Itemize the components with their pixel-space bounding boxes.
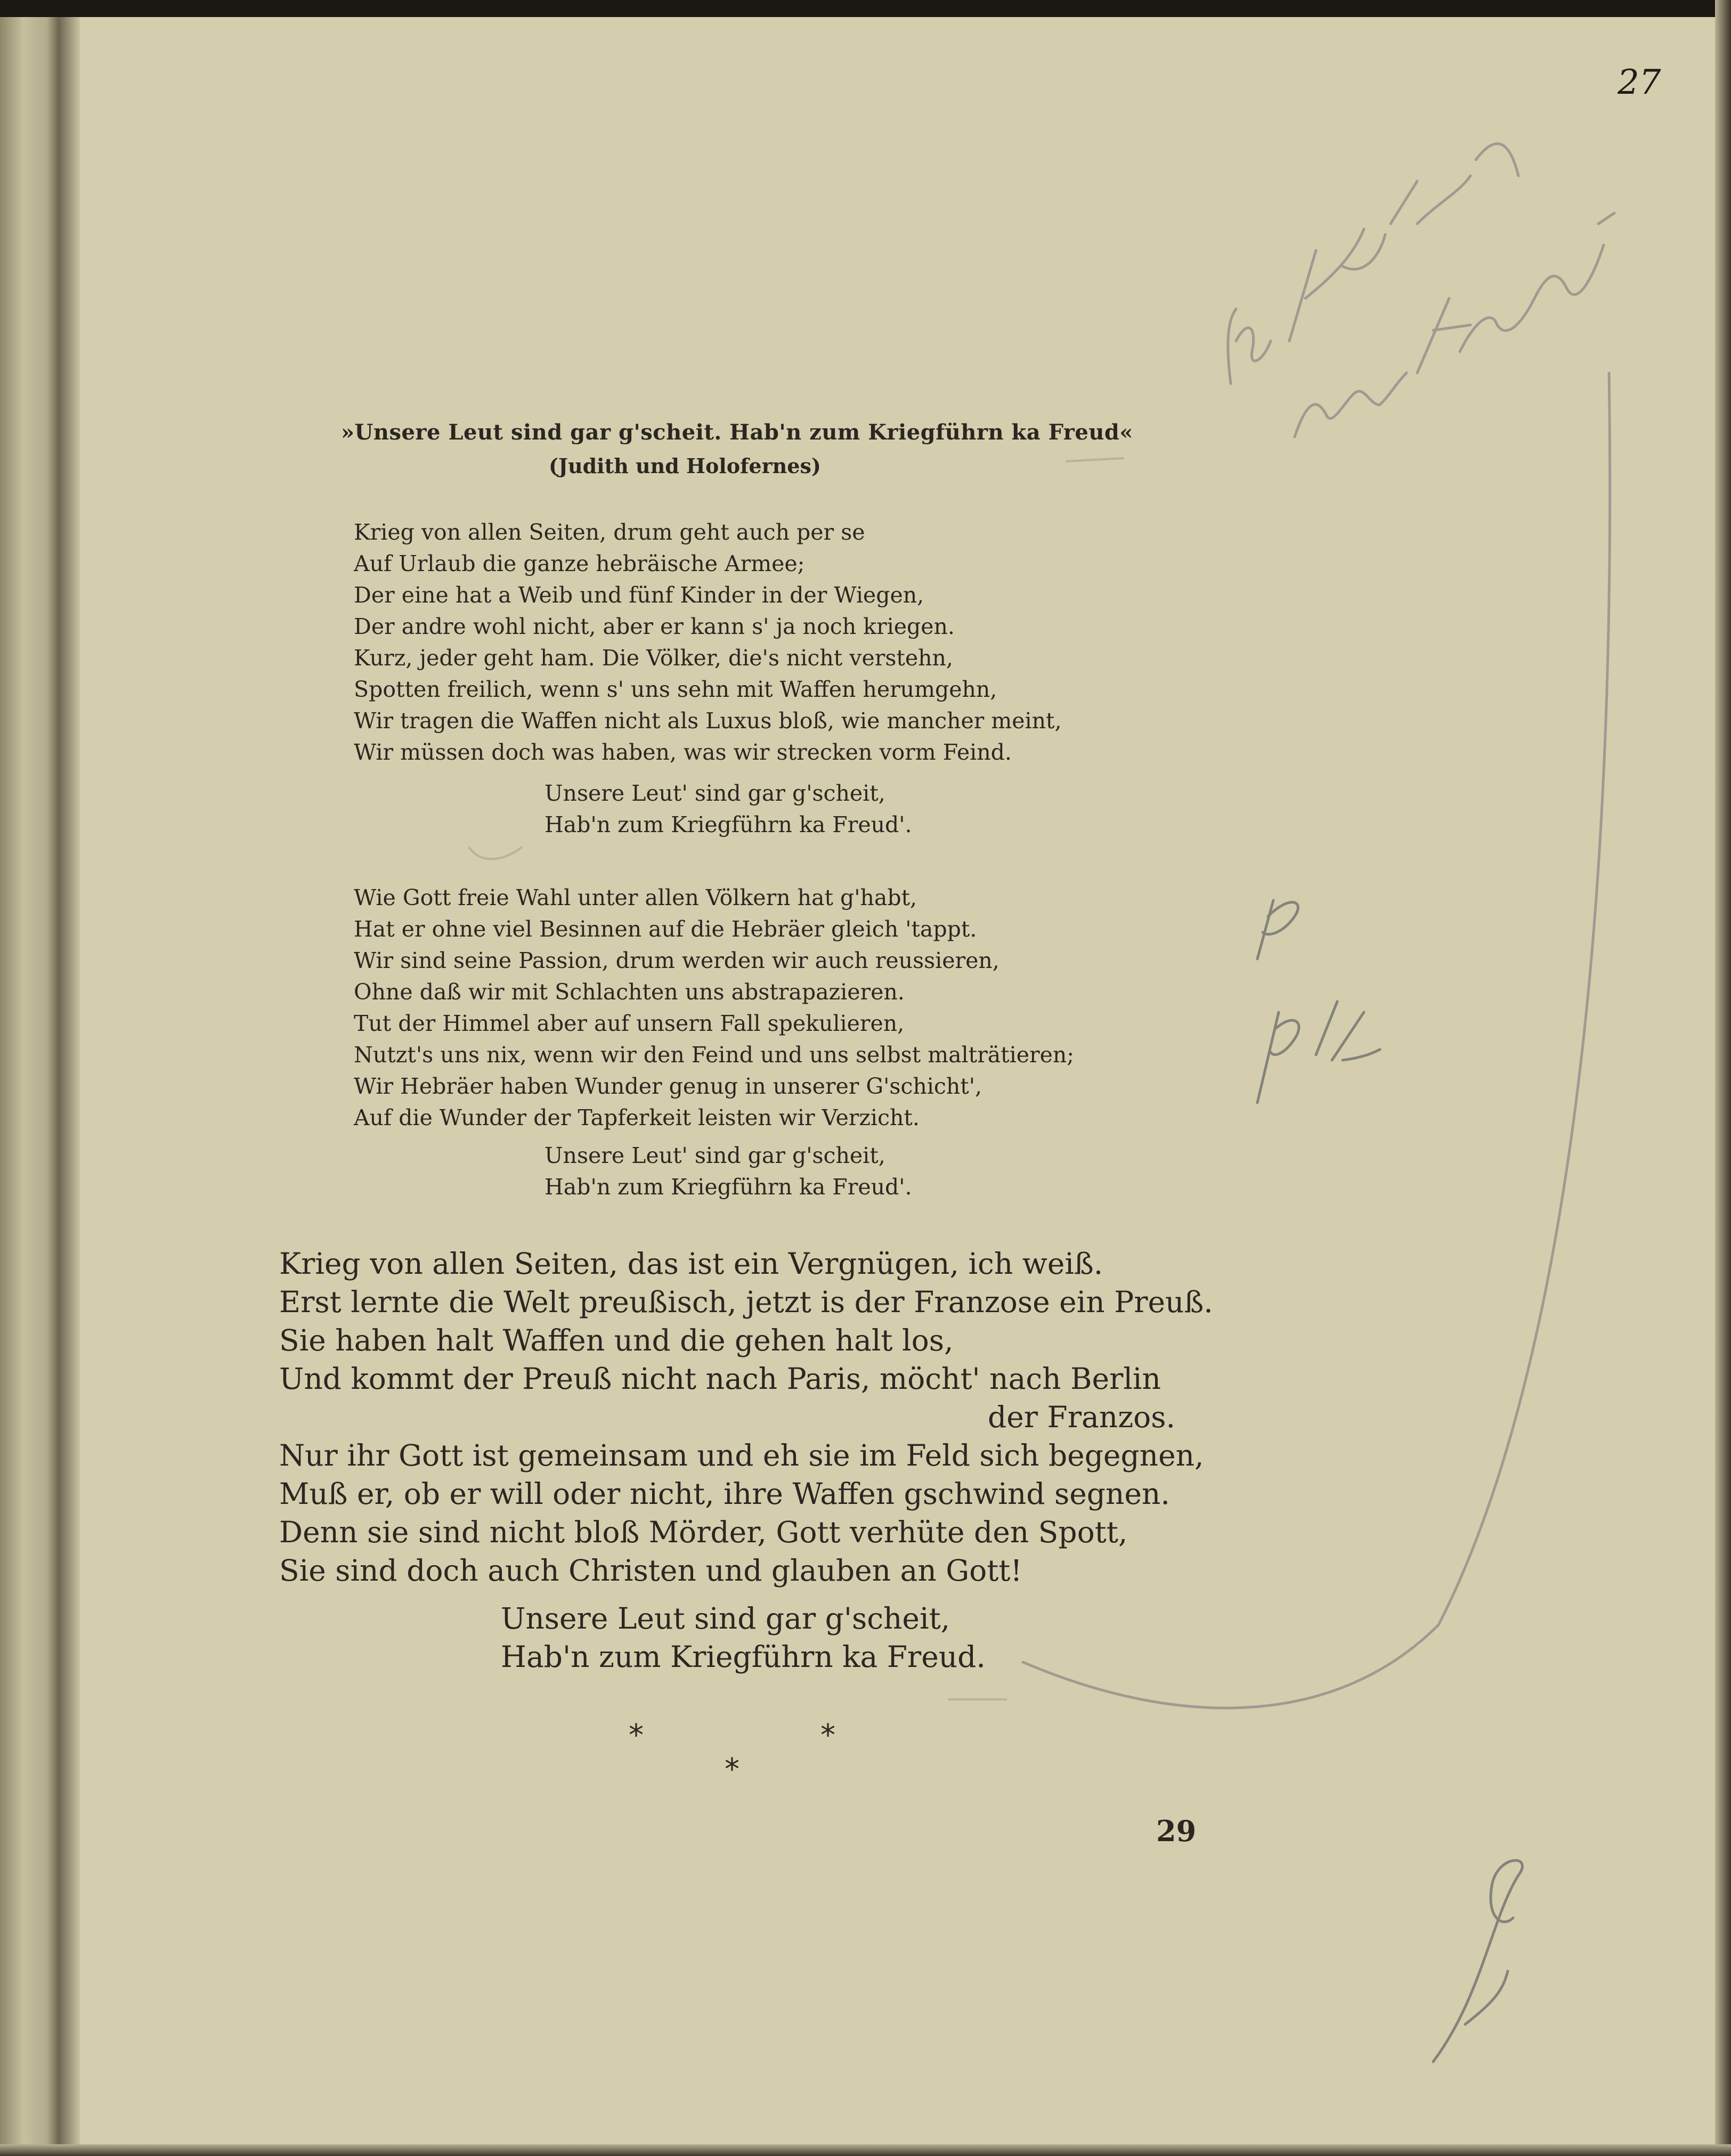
verse-line: Wir sind seine Passion, drum werden wir auch reussieren, [354,948,999,973]
pencil-p-mark [1257,900,1522,2062]
verse-line: Auf Urlaub die ganze hebräische Armee; [354,551,805,576]
verse-line: Krieg von allen Seiten, drum geht auch per se [354,519,865,545]
verse-line: Nutzt's uns nix, wenn wir den Feind und uns selbst malträtieren; [354,1042,1075,1068]
refrain-line: Unsere Leut sind gar g'scheit, [501,1601,950,1636]
verse-line: Sie sind doch auch Christen und glauben an Gott! [279,1553,1022,1588]
faint-guide-lines [469,458,1124,1699]
verse-line: Wir tragen die Waffen nicht als Luxus bloß, wie mancher meint, [354,708,1062,734]
verse-line: Erst lernte die Welt preußisch, jetzt is der Franzose ein Preuß. [279,1285,1213,1319]
asterisk-icon: * [725,1752,739,1787]
verse-line: Hat er ohne viel Besinnen auf die Hebräer gleich 'tappt. [354,916,977,942]
verse-line: Wir müssen doch was haben, was wir strecken vorm Feind. [354,739,1012,765]
verse-line: Kurz, jeder geht ham. Die Völker, die's nicht verstehn, [354,645,953,671]
asterisk-icon: * [629,1718,644,1753]
verse-line: Wie Gott freie Wahl unter allen Völkern hat g'habt, [354,885,917,910]
refrain-line: Hab'n zum Kriegführn ka Freud'. [545,812,912,837]
verse-line: Der andre wohl nicht, aber er kann s' ja noch kriegen. [354,614,955,639]
verse-line: Sie haben halt Waffen und die gehen halt los, [279,1323,954,1357]
verse-line: Krieg von allen Seiten, das ist ein Vergnügen, ich weiß. [279,1247,1103,1281]
refrain-line: Unsere Leut' sind gar g'scheit, [545,780,885,806]
poem-title: »Unsere Leut sind gar g'scheit. Hab'n zum Kriegführn ka Freud« [341,420,1133,445]
handwritten-folio-number: 27 [1618,63,1661,102]
verse-line: Der eine hat a Weib und fünf Kinder in der Wiegen, [354,582,924,608]
verse-line: Spotten freilich, wenn s' uns sehn mit Waffen herumgehn, [354,677,997,702]
pencil-margin-note [1023,144,1614,1708]
poem-subtitle: (Judith und Holofernes) [549,454,821,478]
verse-line: Und kommt der Preuß nicht nach Paris, möcht' nach Berlin [279,1362,1161,1396]
refrain-line: Unsere Leut' sind gar g'scheit, [545,1143,885,1168]
verse-line-continuation: der Franzos. [988,1400,1175,1434]
verse-line: Nur ihr Gott ist gemeinsam und eh sie im Feld sich begegnen, [279,1438,1204,1472]
verse-line: Auf die Wunder der Tapferkeit leisten wir Verzicht. [354,1105,920,1130]
asterisk-icon: * [820,1718,835,1753]
page-number: 29 [1156,1814,1197,1848]
verse-line: Muß er, ob er will oder nicht, ihre Waffen gschwind segnen. [279,1477,1170,1511]
verse-line: Tut der Himmel aber auf unsern Fall spekulieren, [354,1011,905,1036]
verse-line: Ohne daß wir mit Schlachten uns abstrapazieren. [354,979,905,1005]
refrain-line: Hab'n zum Kriegführn ka Freud. [501,1640,986,1674]
refrain-line: Hab'n zum Kriegführn ka Freud'. [545,1174,912,1200]
verse-line: Denn sie sind nicht bloß Mörder, Gott verhüte den Spott, [279,1515,1128,1549]
verse-line: Wir Hebräer haben Wunder genug in unserer G'schicht', [354,1073,982,1099]
